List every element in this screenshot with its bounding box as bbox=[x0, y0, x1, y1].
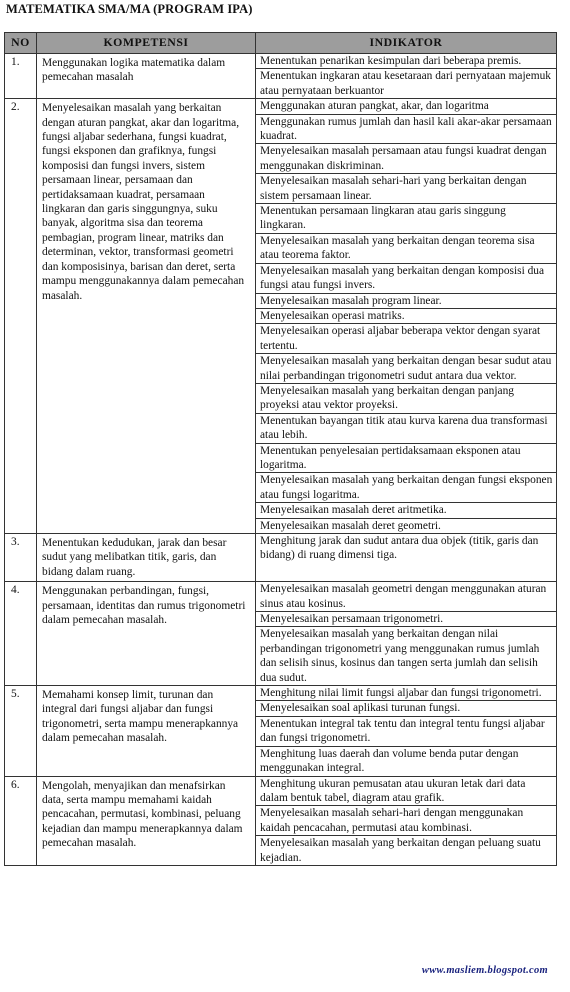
indikator-cell: Menentukan penarikan kesimpulan dari beberapa premis. bbox=[256, 54, 557, 69]
indikator-cell: Menghitung luas daerah dan volume benda putar dengan menggunakan integral. bbox=[256, 746, 557, 776]
table-row bbox=[5, 686, 557, 701]
kompetensi-cell: Menyelesaikan masalah yang berkaitan dengan aturan pangkat, akar dan logaritma, fungsi aljabar sederhana, fungsi kuadrat, fungsi eksponen dan grafiknya, fungsi komposisi dan fungsi invers, sistem persamaan linear, persamaan dan pertidaksamaan kuadrat, persamaan lingkaran dan garis singgungnya, suku banyak, algoritma sisa dan teorema pembagian, program linear, matriks dan determinan, vektor, transformasi geometri dan komposisinya, barisan dan deret, serta mampu menggunakannya dalam pemecahan masalah. bbox=[37, 99, 256, 534]
kompetensi-cell: Memahami konsep limit, turunan dan integral dari fungsi aljabar dan fungsi trigonometri, serta mampu menerapkannya dalam pemecahan masalah. bbox=[37, 686, 256, 776]
indikator-cell: Menggunakan rumus jumlah dan hasil kali akar-akar persamaan kuadrat. bbox=[256, 114, 557, 144]
header-no: NO bbox=[5, 33, 37, 54]
indikator-cell: Menyelesaikan masalah persamaan atau fungsi kuadrat dengan menggunakan diskriminan. bbox=[256, 144, 557, 174]
header-indikator: INDIKATOR bbox=[256, 33, 557, 54]
indikator-cell: Menyelesaikan masalah deret aritmetika. bbox=[256, 503, 557, 518]
indikator-cell: Menyelesaikan masalah yang berkaitan dengan nilai perbandingan trigonometri yang menggunakan rumus jumlah dan selisih sinus, kosinus dan tangen serta jumlah dan selisih dua sudut. bbox=[256, 627, 557, 686]
row-number: 6. bbox=[5, 776, 37, 865]
kompetensi-cell: Mengolah, menyajikan dan menafsirkan data, serta mampu memahami kaidah pencacahan, permutasi, kombinasi, peluang kejadian dan mampu menerapkannya dalam pemecahan masalah. bbox=[37, 776, 256, 865]
kompetensi-cell: Menggunakan perbandingan, fungsi, persamaan, identitas dan rumus trigonometri dalam pemecahan masalah. bbox=[37, 582, 256, 686]
indikator-cell: Menentukan penyelesaian pertidaksamaan eksponen atau logaritma. bbox=[256, 443, 557, 473]
kompetensi-cell: Menggunakan logika matematika dalam pemecahan masalah bbox=[37, 54, 256, 99]
indikator-cell: Menentukan integral tak tentu dan integral tentu fungsi aljabar dan fungsi trigonometri. bbox=[256, 716, 557, 746]
indikator-cell: Menyelesaikan masalah yang berkaitan dengan peluang suatu kejadian. bbox=[256, 836, 557, 866]
blog-url: www.masliem.blogspot.com bbox=[421, 965, 548, 976]
indikator-cell: Menyelesaikan masalah sehari-hari dengan menggunakan kaidah pencacahan, permutasi atau kombinasi. bbox=[256, 806, 557, 836]
indikator-cell: Menyelesaikan masalah yang berkaitan dengan komposisi dua fungsi atau fungsi invers. bbox=[256, 263, 557, 293]
indikator-cell: Menyelesaikan soal aplikasi turunan fungsi. bbox=[256, 701, 557, 716]
row-number: 5. bbox=[5, 686, 37, 776]
row-number: 1. bbox=[5, 54, 37, 99]
table-row bbox=[5, 776, 557, 806]
row-number: 4. bbox=[5, 582, 37, 686]
indikator-cell: Menentukan bayangan titik atau kurva karena dua transformasi atau lebih. bbox=[256, 413, 557, 443]
table-row bbox=[5, 582, 557, 612]
kompetensi-cell: Menentukan kedudukan, jarak dan besar sudut yang melibatkan titik, garis, dan bidang dalam ruang. bbox=[37, 534, 256, 582]
indikator-cell: Menyelesaikan masalah program linear. bbox=[256, 293, 557, 308]
header-kompetensi: KOMPETENSI bbox=[37, 33, 256, 54]
indikator-cell: Menghitung ukuran pemusatan atau ukuran letak dari data dalam bentuk tabel, diagram atau grafik. bbox=[256, 776, 557, 806]
indikator-cell: Menyelesaikan operasi matriks. bbox=[256, 308, 557, 323]
table-row bbox=[5, 99, 557, 114]
indikator-cell: Menyelesaikan persamaan trigonometri. bbox=[256, 612, 557, 627]
page-title: MATEMATIKA SMA/MA (PROGRAM IPA) bbox=[6, 2, 253, 16]
indikator-cell: Menghitung jarak dan sudut antara dua objek (titik, garis dan bidang) di ruang dimensi tiga. bbox=[256, 534, 557, 582]
row-number: 2. bbox=[5, 99, 37, 534]
indikator-cell: Menyelesaikan masalah yang berkaitan dengan fungsi eksponen atau fungsi logaritma. bbox=[256, 473, 557, 503]
table-row bbox=[5, 54, 557, 69]
indikator-cell: Menyelesaikan masalah yang berkaitan dengan panjang proyeksi atau vektor proyeksi. bbox=[256, 383, 557, 413]
indikator-cell: Menentukan persamaan lingkaran atau garis singgung lingkaran. bbox=[256, 204, 557, 234]
table-header-row bbox=[5, 33, 557, 54]
indikator-cell: Menyelesaikan masalah deret geometri. bbox=[256, 518, 557, 533]
indikator-cell: Menentukan ingkaran atau kesetaraan dari pernyataan majemuk atau pernyataan berkuantor bbox=[256, 69, 557, 99]
indikator-cell: Menghitung nilai limit fungsi aljabar dan fungsi trigonometri. bbox=[256, 686, 557, 701]
table-row bbox=[5, 534, 557, 582]
indikator-cell: Menyelesaikan masalah sehari-hari yang berkaitan dengan sistem persamaan linear. bbox=[256, 174, 557, 204]
row-number: 3. bbox=[5, 534, 37, 582]
indikator-cell: Menyelesaikan masalah geometri dengan menggunakan aturan sinus atau kosinus. bbox=[256, 582, 557, 612]
kisi-kisi-table bbox=[4, 32, 557, 866]
indikator-cell: Menggunakan aturan pangkat, akar, dan logaritma bbox=[256, 99, 557, 114]
table-body bbox=[5, 54, 557, 866]
indikator-cell: Menyelesaikan masalah yang berkaitan dengan teorema sisa atau teorema faktor. bbox=[256, 233, 557, 263]
indikator-cell: Menyelesaikan operasi aljabar beberapa vektor dengan syarat tertentu. bbox=[256, 324, 557, 354]
indikator-cell: Menyelesaikan masalah yang berkaitan dengan besar sudut atau nilai perbandingan trigonometri sudut antara dua vektor. bbox=[256, 354, 557, 384]
